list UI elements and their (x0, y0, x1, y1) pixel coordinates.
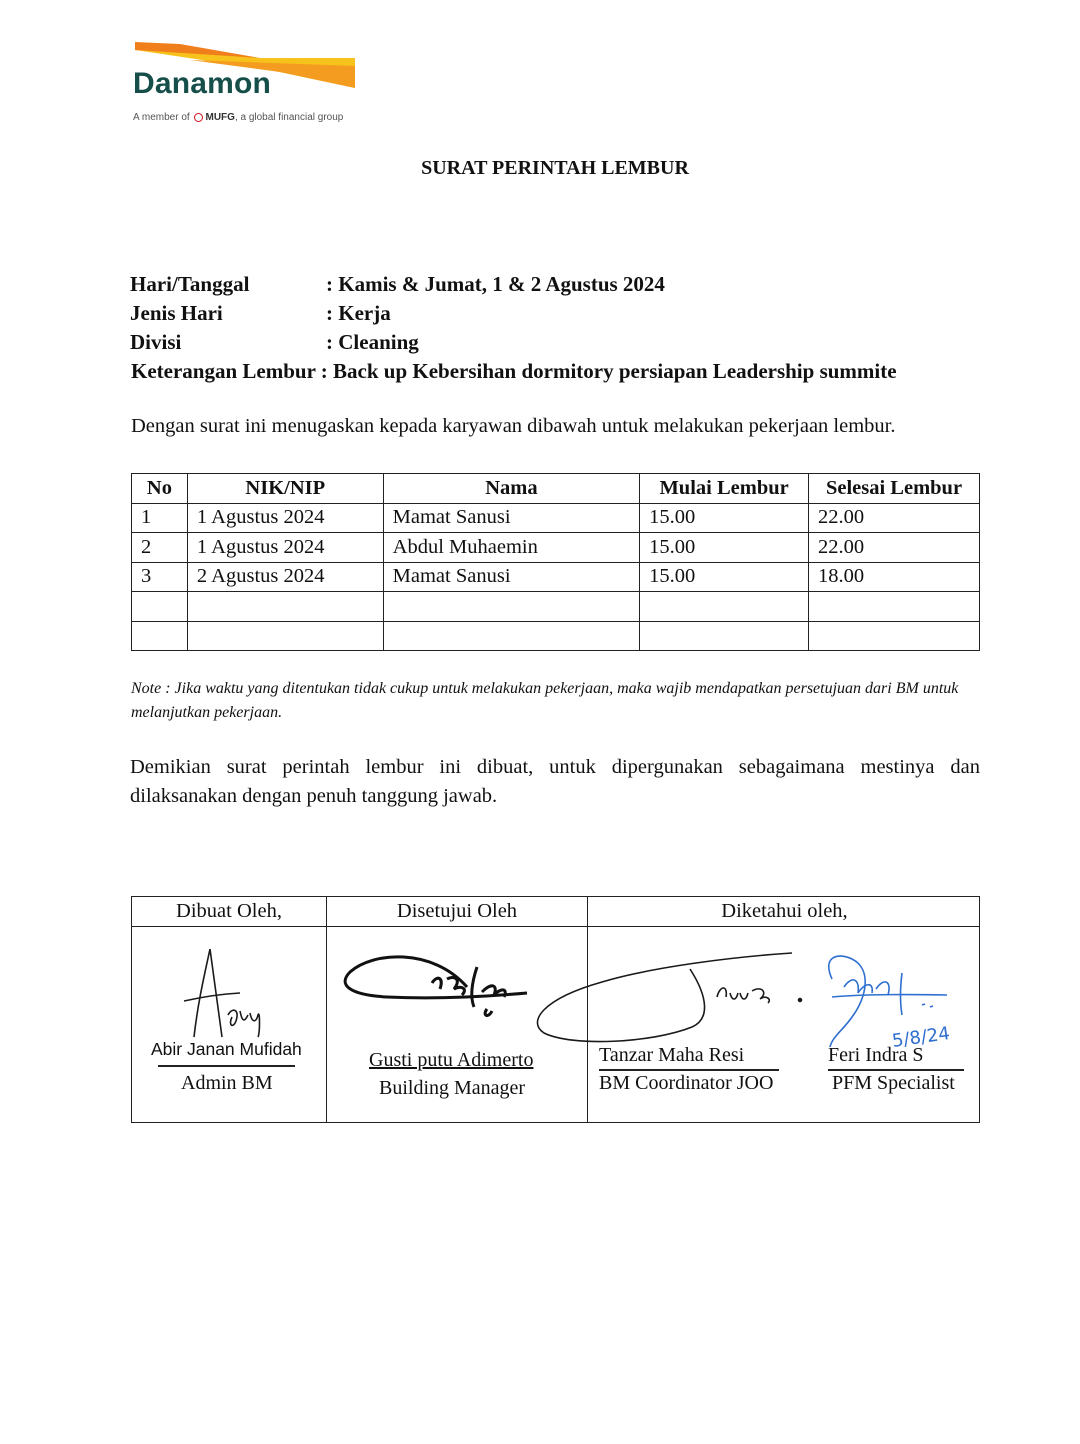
diketahui-title-1: BM Coordinator JOO (599, 1072, 774, 1094)
diketahui-title-2: PFM Specialist (832, 1072, 955, 1094)
cell-mulai (640, 621, 809, 651)
col-mulai: Mulai Lembur (640, 474, 809, 504)
cell-mulai: 15.00 (640, 503, 809, 533)
diketahui-underline-2 (828, 1069, 964, 1071)
cell-mulai (640, 592, 809, 622)
table-row (132, 592, 980, 622)
cell-nik (187, 592, 383, 622)
divisi-label: Divisi (130, 330, 182, 354)
cell-selesai: 22.00 (809, 503, 980, 533)
cell-no (132, 621, 188, 651)
logo-tagline: A member of MUFG, a global financial group (133, 112, 344, 123)
diketahui-name-2: Feri Indra S (828, 1044, 924, 1066)
cell-nik: 1 Agustus 2024 (187, 503, 383, 533)
keterangan-label: Keterangan Lembur (131, 359, 316, 383)
cell-no: 1 (132, 503, 188, 533)
dibuat-underline (158, 1065, 295, 1067)
signature-table (131, 896, 980, 1123)
overtime-table (131, 473, 980, 651)
dibuat-header: Dibuat Oleh, (176, 900, 282, 922)
cell-no: 2 (132, 533, 188, 563)
cell-mulai: 15.00 (640, 533, 809, 563)
closing-text: Demikian surat perintah lembur ini dibuat, untuk dipergunakan sebagaimana mestinya dan dilaksanakan dengan penuh tanggung jawab. (130, 756, 980, 807)
keterangan-value: : Back up Kebersihan dormitory persiapan Leadership summite (320, 359, 897, 383)
cell-nama: Mamat Sanusi (383, 503, 640, 533)
col-no: No (132, 474, 188, 504)
danamon-logo (130, 38, 360, 128)
disetujui-header: Disetujui Oleh (396, 900, 518, 922)
table-row (132, 562, 980, 592)
divisi-value: : Cleaning (326, 330, 419, 354)
table-header-row (132, 474, 980, 504)
cell-selesai: 22.00 (809, 533, 980, 563)
col-selesai: Selesai Lembur (809, 474, 980, 504)
cell-selesai (809, 592, 980, 622)
cell-selesai: 18.00 (809, 562, 980, 592)
signature-tanzar (537, 953, 801, 1042)
cell-no: 3 (132, 562, 188, 592)
col-nama: Nama (383, 474, 640, 504)
mufg-mark-icon (194, 113, 203, 122)
cell-nama: Abdul Muhaemin (383, 533, 640, 563)
intro-text: Dengan surat ini menugaskan kepada karyawan dibawah untuk melakukan pekerjaan lembur. (131, 415, 896, 437)
cell-nama (383, 621, 640, 651)
cell-nama: Mamat Sanusi (383, 562, 640, 592)
cell-nik (187, 621, 383, 651)
cell-no (132, 592, 188, 622)
note-text: Note : Jika waktu yang ditentukan tidak cukup untuk melakukan pekerjaan, maka wajib mendapatkan persetujuan dari BM untuk melanjutkan pekerjaan. (131, 680, 959, 721)
document-title: SURAT PERINTAH LEMBUR (421, 157, 689, 179)
hari-value: : Kamis & Jumat, 1 & 2 Agustus 2024 (326, 272, 665, 296)
cell-nik: 1 Agustus 2024 (187, 533, 383, 563)
signature-gusti (345, 957, 527, 1016)
diketahui-underline-1 (599, 1069, 779, 1071)
disetujui-title: Building Manager (379, 1077, 526, 1099)
cell-selesai (809, 621, 980, 651)
table-row (132, 621, 980, 651)
table-row (132, 533, 980, 563)
dibuat-name: Abir Janan Mufidah (151, 1039, 302, 1059)
jenis-value: : Kerja (326, 301, 391, 325)
dibuat-title: Admin BM (181, 1072, 273, 1094)
jenis-label: Jenis Hari (130, 301, 223, 325)
logo-wordmark: Danamon (133, 67, 272, 100)
info-block (130, 270, 897, 386)
diketahui-name-1: Tanzar Maha Resi (599, 1044, 745, 1066)
handwritten-date: 5/8/24 (890, 1023, 952, 1052)
cell-nik: 2 Agustus 2024 (187, 562, 383, 592)
cell-mulai: 15.00 (640, 562, 809, 592)
diketahui-header: Diketahui oleh, (721, 900, 848, 922)
col-nik: NIK/NIP (187, 474, 383, 504)
signature-abir (184, 949, 260, 1037)
hari-label: Hari/Tanggal (130, 272, 250, 296)
cell-nama (383, 592, 640, 622)
disetujui-name: Gusti putu Adimerto (369, 1049, 534, 1071)
table-row (132, 503, 980, 533)
